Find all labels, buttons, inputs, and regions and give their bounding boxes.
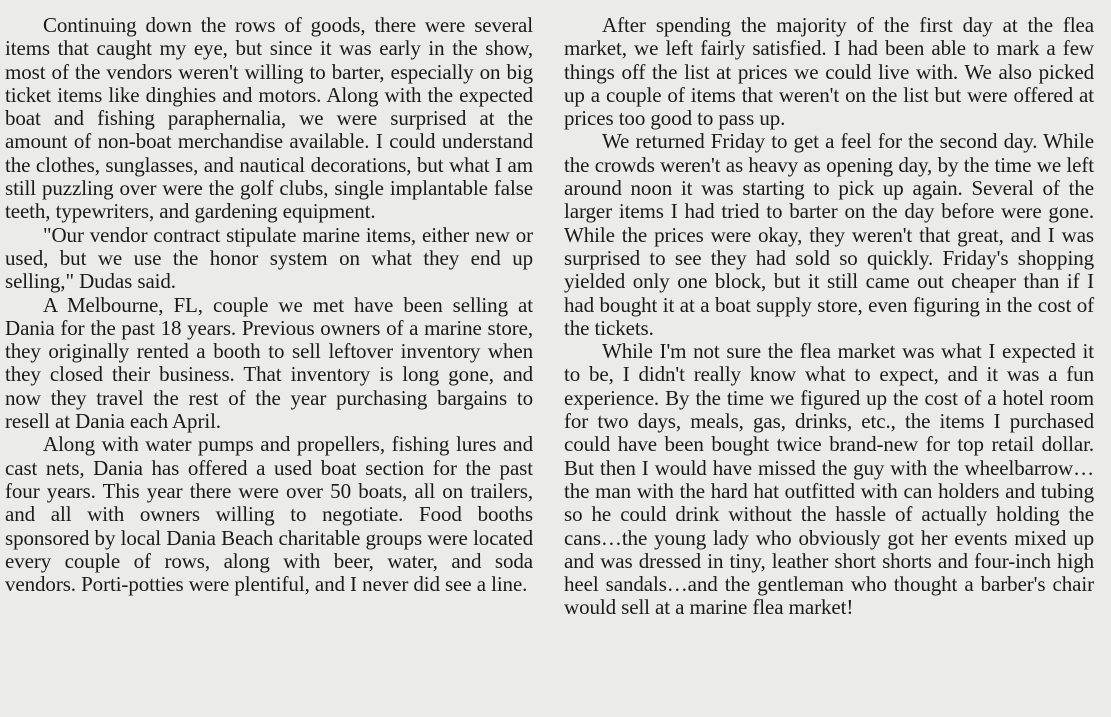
paragraph: Continuing down the rows of goods, there were several items that caught my eye, but since it was early in the show, most of the vendors weren't willing to barter, especially on big ticket items like dinghies and motors. Along with the expected boat and fishing paraphernalia, we were surprised at the amount of non-boat merchandise available. I could understand the clothes, sunglasses, and nautical decorations, but what I am still puzzling over were the golf clubs, single implantable false teeth, typewriters, and gardening equipment. xyxy=(5,13,533,224)
paragraph: After spending the majority of the first day at the flea market, we left fairly satisfied. I had been able to mark a few things off the list at prices we could live with. We also picked up a couple of items that weren't on the list but were offered at prices too good to pass up. xyxy=(564,13,1094,131)
paragraph: "Our vendor contract stipulate marine items, either new or used, but we use the honor system on what they end up selling," Dudas said. xyxy=(5,222,533,294)
paragraph: While I'm not sure the flea market was what I expected it to be, I didn't really know what to expect, and it was a fun experience. By the time we figured up the cost of a hotel room for two days, meals, gas, drinks, etc., the items I purchased could have been bought twice brand-new for top retail dollar. But then I would have missed the guy with the wheelbarrow…the man with the hard hat outfitted with can holders and tubing so he could drink without the hassle of actually holding the cans…the young lady who obviously got her events mixed up and was dressed in tiny, leather short shorts and four-inch high heel sandals…and the gentleman who thought a barber's chair would sell at a marine flea market! xyxy=(564,339,1094,620)
left-column xyxy=(5,14,533,596)
right-column xyxy=(564,14,1094,620)
paragraph: A Melbourne, FL, couple we met have been selling at Dania for the past 18 years. Previous owners of a marine store, they originally rented a booth to sell leftover inventory when they closed their business. That inventory is long gone, and now they travel the rest of the year purchasing bargains to resell at Dania each April. xyxy=(5,292,533,434)
paragraph: Along with water pumps and propellers, fishing lures and cast nets, Dania has offered a used boat section for the past four years. This year there were over 50 boats, all on trailers, and all with owners willing to negotiate. Food booths sponsored by local Dania Beach charitable groups were located every couple of rows, along with beer, water, and soda vendors. Porti-potties were plentiful, and I never did see a line. xyxy=(5,432,533,597)
paragraph: We returned Friday to get a feel for the second day. While the crowds weren't as heavy as opening day, by the time we left around noon it was starting to pick up again. Several of the larger items I had tried to barter on the day before were gone. While the prices were okay, they weren't that great, and I was surprised to see they had sold so quickly. Friday's shopping yielded only one block, but it still came out cheaper than if I had bought it at a boat supply store, even figuring in the cost of the tickets. xyxy=(564,129,1094,340)
